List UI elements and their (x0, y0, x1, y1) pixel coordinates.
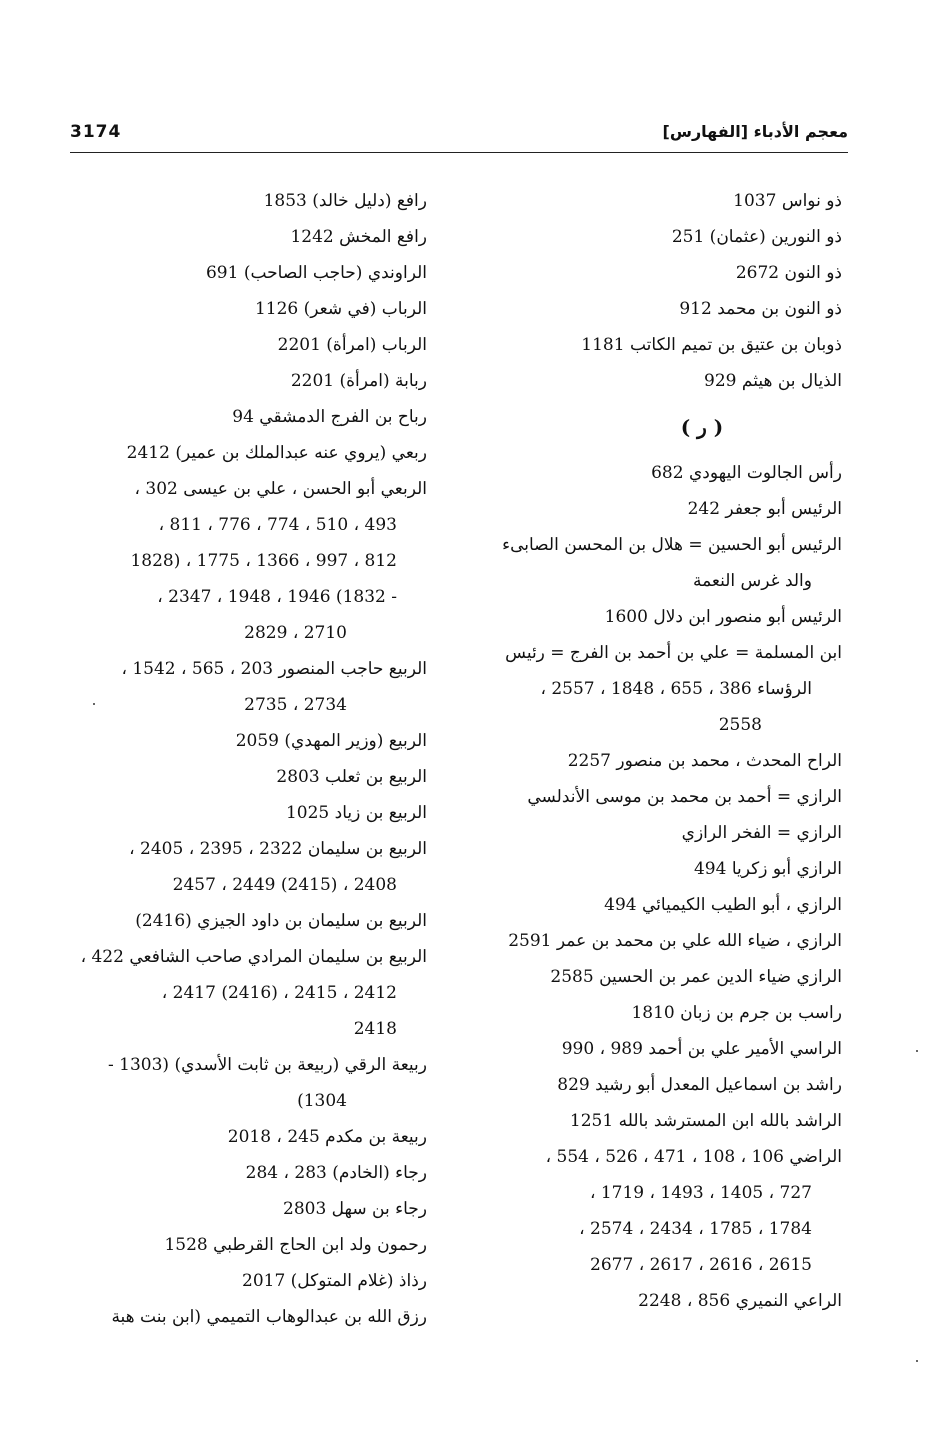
index-entry: ربيعة بن مكدم 245 ، 2018 (227, 1127, 427, 1147)
index-entry: الربيع (وزير المهدي) 2059 (235, 731, 427, 751)
index-entry-continuation: 727 ، 1405 ، 1493 ، 1719 ، (589, 1183, 812, 1203)
index-entry-continuation: 2710 ، 2829 (244, 623, 347, 643)
index-entry: ذو نواس 1037 (733, 191, 842, 211)
index-entry: رجاء بن سهل 2803 (283, 1199, 427, 1219)
index-entry: ذو النون 2672 (735, 263, 842, 283)
index-entry: الراسي الأمير علي بن أحمد 989 ، 990 (561, 1039, 842, 1059)
index-entry: الرباب (في شعر) 1126 (254, 299, 427, 319)
index-entry-continuation: 2734 ، 2735 (244, 695, 347, 715)
index-entry: راشد بن اسماعيل المعدل أبو رشيد 829 (557, 1075, 842, 1095)
index-entry: الربيع بن زياد 1025 (285, 803, 427, 823)
index-entry-continuation: 1304) (297, 1091, 347, 1111)
index-entry: رباح بن الفرج الدمشقي 94 (232, 407, 427, 427)
index-entry: ذوبان بن عتيق بن تميم الكاتب 1181 (581, 335, 842, 355)
index-entry: الرازي = الفخر الرازي (681, 823, 842, 843)
index-entry-continuation: الرؤساء 386 ، 655 ، 1848 ، 2557 ، (540, 679, 812, 699)
index-entry-continuation: 2412 ، 2415 ، (2416) 2417 ، (161, 983, 397, 1003)
page-header (70, 122, 848, 153)
index-entry: الربيع بن سليمان بن داود الجيزي (2416) (135, 911, 427, 931)
page-number: 3174 (70, 122, 122, 142)
index-entry: الراضي 106 ، 108 ، 471 ، 526 ، 554 ، (545, 1147, 842, 1167)
index-entry: رزق الله بن عبدالوهاب التميمي (ابن بنت هبة (111, 1307, 427, 1327)
index-entry: الرئيس أبو منصور ابن دلال 1600 (604, 607, 842, 627)
margin-speck (916, 1360, 918, 1362)
index-entry: رافع (دليل خالد) 1853 (263, 191, 427, 211)
index-entry-continuation: 2408 ، (2415) 2449 ، 2457 (172, 875, 397, 895)
index-entry: ابن المسلمة = علي بن أحمد بن الفرج = رئيس (505, 643, 842, 663)
index-entry: الرباب (امرأة) 2201 (277, 335, 427, 355)
index-entry: الذيال بن هيثم 929 (704, 371, 842, 391)
index-entry: رذاذ (غلام المتوكل) 2017 (242, 1271, 427, 1291)
index-entry-continuation: - 1832) 1946 ، 1948 ، 2347 ، (157, 587, 397, 607)
index-entry: الربيع بن ثعلب 2803 (276, 767, 427, 787)
index-entry: راسب بن جرم بن زبان 1810 (631, 1003, 842, 1023)
index-entry-continuation: 812 ، 997 ، 1366 ، 1775 ، (1828 (130, 551, 397, 571)
index-entry: ذو النون بن محمد 912 (679, 299, 842, 319)
index-entry-continuation: 2558 (718, 715, 762, 735)
index-entry: ربابة (امرأة) 2201 (290, 371, 427, 391)
index-entry-continuation: والد غرس النعمة (692, 571, 812, 591)
index-entry: الربيع حاجب المنصور 203 ، 565 ، 1542 ، (121, 659, 427, 679)
margin-speck (916, 1050, 918, 1052)
index-entry: الربعي أبو الحسن ، علي بن عيسى 302 ، (134, 479, 427, 499)
index-entry-continuation: 493 ، 510 ، 774 ، 776 ، 811 ، (158, 515, 397, 535)
index-entry: الربيع بن سليمان المرادي صاحب الشافعي 422 ، (80, 947, 427, 967)
index-entry: الرازي ضياء الدين عمر بن الحسين 2585 (550, 967, 842, 987)
index-entry: الرازي ، أبو الطيب الكيميائي 494 (604, 895, 842, 915)
index-column-right (482, 183, 842, 1319)
index-entry: الرازي = أحمد بن محمد بن موسى الأندلسي (527, 787, 842, 807)
index-entry: الربيع بن سليمان 2322 ، 2395 ، 2405 ، (129, 839, 427, 859)
index-entry: ربعي (يروي عنه عبدالملك بن عمير) 2412 (126, 443, 427, 463)
index-entry: ربيعة الرقي (ربيعة بن ثابت الأسدي) (1303 - (108, 1055, 427, 1075)
index-entry: رافع المخش 1242 (290, 227, 427, 247)
index-entry: رحمون ولد ابن الحاج القرطبي 1528 (164, 1235, 427, 1255)
index-entry-continuation: 1784 ، 1785 ، 2434 ، 2574 ، (579, 1219, 812, 1239)
section-heading-ra: ( ر ) (680, 415, 724, 439)
index-entry: الرازي ، ضياء الله علي بن محمد بن عمر 2591 (508, 931, 842, 951)
index-entry: رجاء (الخادم) 283 ، 284 (245, 1163, 427, 1183)
index-entry-continuation: 2418 (353, 1019, 397, 1039)
index-entry: الراح المحدث ، محمد بن منصور 2257 (567, 751, 842, 771)
index-column-left (57, 183, 427, 1335)
index-entry: الراوندي (حاجب الصاحب) 691 (205, 263, 427, 283)
book-title: معجم الأدباء [الفهارس] (662, 122, 848, 141)
index-entry-continuation: 2615 ، 2616 ، 2617 ، 2677 (590, 1255, 812, 1275)
index-entry: الراشد بالله ابن المسترشد بالله 1251 (569, 1111, 842, 1131)
index-entry: الرئيس أبو جعفر 242 (687, 499, 842, 519)
index-entry: رأس الجالوت اليهودي 682 (651, 463, 842, 483)
index-entry: ذو النورين (عثمان) 251 (671, 227, 842, 247)
index-entry: الرئيس أبو الحسين = هلال بن المحسن الصابىء (502, 535, 842, 555)
margin-speck (93, 703, 95, 705)
index-entry: الراعي النميري 856 ، 2248 (638, 1291, 842, 1311)
index-entry: الرازي أبو زكريا 494 (693, 859, 842, 879)
